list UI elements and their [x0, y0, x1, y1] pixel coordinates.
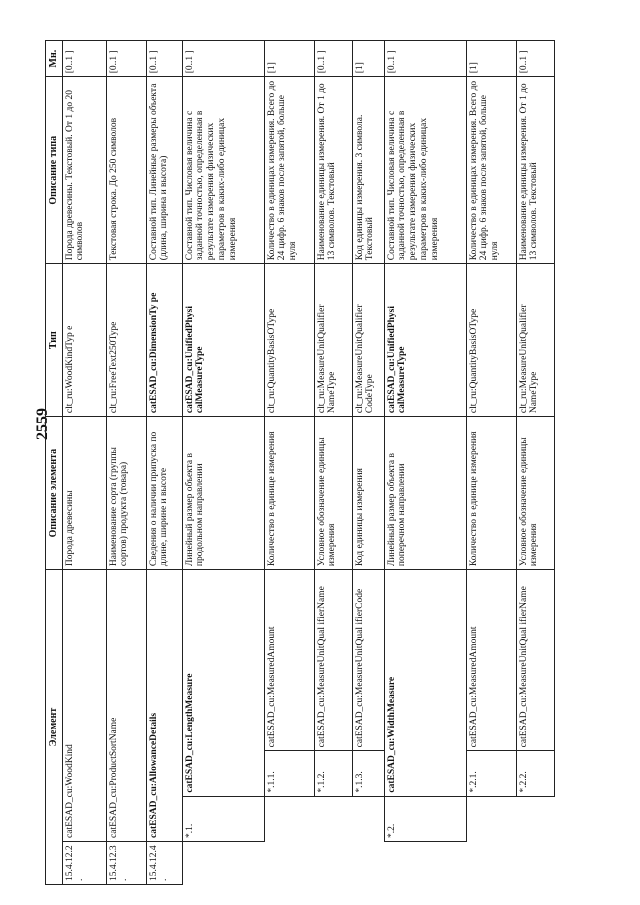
element-description: Линейный размер объекта в продольном направлении: [182, 417, 264, 570]
table-row: [352, 41, 384, 885]
element-description: Условное обозначение единицы измерения: [516, 417, 554, 570]
row-number: 15.4.12.3.: [106, 841, 146, 884]
header-element-desc: Описание элемента: [46, 417, 63, 570]
element-description: Сведения о наличии припуска по длине, ширине и высоте: [146, 417, 182, 570]
element-description: Линейный размер объекта в поперечном направлении: [384, 417, 466, 570]
row-number: *.2.2.: [516, 751, 554, 796]
multiplicity: [0..1 ]: [62, 41, 106, 77]
type-description: Составной тип. Числовая величина с заданной точностью, определенная в результате измерения физических параметров в каких-либо единицах измерения: [182, 77, 264, 264]
element-name: catESAD_cu:MeasureUnitQual ifierName: [314, 570, 352, 751]
element-name: catESAD_cu:LengthMeasure: [182, 570, 264, 797]
multiplicity: [0..1 ]: [384, 41, 466, 77]
multiplicity: [0..1 ]: [182, 41, 264, 77]
multiplicity: [0..1 ]: [314, 41, 352, 77]
type-name: clt_ru:QuantityBasisOType: [466, 264, 516, 417]
indent-cell: [352, 796, 384, 841]
element-description: Количество в единице измерения: [264, 417, 314, 570]
multiplicity: [0..1 ]: [516, 41, 554, 77]
element-table: [45, 40, 555, 885]
multiplicity: [1]: [264, 41, 314, 77]
type-name: catESAD_cu:UnifiedPhysi calMeasureType: [182, 264, 264, 417]
header-type-desc: Описание типа: [46, 77, 63, 264]
element-description: Код единицы измерения: [352, 417, 384, 570]
type-description: Наименование единицы измерения. От 1 до 13 символов. Текстовый: [516, 77, 554, 264]
type-name: clt_ru:QuantityBasisOType: [264, 264, 314, 417]
indent-cell: [466, 796, 516, 841]
type-description: Составной тип. Числовая величина с заданной точностью, определенная в результате измерения физических параметров в каких-либо единицах измерения: [384, 77, 466, 264]
row-number: *.1.3.: [352, 751, 384, 796]
header-multiplicity: Мн.: [46, 41, 63, 77]
row-number: 15.4.12.2.: [62, 841, 106, 884]
type-name: clt_ru:WoodKindTyp e: [62, 264, 106, 417]
indent-cell: [516, 841, 554, 884]
type-description: Текстовая строка. До 250 символов: [106, 77, 146, 264]
element-name: catESAD_cu:MeasuredAmount: [466, 570, 516, 751]
type-name: clt_ru:MeasureUnitQualifier CodeType: [352, 264, 384, 417]
indent-cell: [264, 796, 314, 841]
indent-cell: [384, 841, 466, 884]
multiplicity: [1]: [352, 41, 384, 77]
element-name: catESAD_cu:MeasuredAmount: [264, 570, 314, 751]
element-name: catESAD_cu:ProductSortName: [106, 570, 146, 842]
table-row: [62, 41, 106, 885]
row-number: *.1.: [182, 796, 264, 841]
type-description: Количество в единицах измерения. Всего до 24 цифр. 6 знаков после запятой, больше нуля: [264, 77, 314, 264]
multiplicity: [0..1 ]: [146, 41, 182, 77]
indent-cell: [314, 796, 352, 841]
header-type: Тип: [46, 264, 63, 417]
element-name: catESAD_cu:WidthMeasure: [384, 570, 466, 797]
multiplicity: [0..1 ]: [106, 41, 146, 77]
table-row: [146, 41, 182, 885]
row-number: 15.4.12.4.: [146, 841, 182, 884]
table-row: [314, 41, 352, 885]
element-description: Порода древесины: [62, 417, 106, 570]
indent-cell: [466, 841, 516, 884]
element-description: Наименование сорта (группы сортов) продукта (товара): [106, 417, 146, 570]
type-description: Код единицы измерения. 3 символа. Текстовый: [352, 77, 384, 264]
table-row: [466, 41, 516, 885]
table-row: [106, 41, 146, 885]
type-description: Порода древесины. Текстовый. От 1 до 20 символов: [62, 77, 106, 264]
element-description: Условное обозначение единицы измерения: [314, 417, 352, 570]
header-element: Элемент: [46, 570, 63, 885]
indent-cell: [314, 841, 352, 884]
table-row: [182, 41, 264, 885]
type-name: catESAD_cu:UnifiedPhysi calMeasureType: [384, 264, 466, 417]
element-name: catESAD_cu:MeasureUnitQual ifierCode: [352, 570, 384, 751]
type-description: Количество в единицах измерения. Всего до 24 цифр. 6 знаков после запятой, больше нуля: [466, 77, 516, 264]
indent-cell: [182, 841, 264, 884]
multiplicity: [1]: [466, 41, 516, 77]
type-description: Наименование единицы измерения. От 1 до 13 символов. Текстовый: [314, 77, 352, 264]
type-name: clt_ru:MeasureUnitQualifier NameType: [516, 264, 554, 417]
type-name: clt_ru:MeasureUnitQualifier NameType: [314, 264, 352, 417]
table-row: [384, 41, 466, 885]
table-header-row: [46, 41, 63, 885]
table-row: [264, 41, 314, 885]
row-number: *.2.: [384, 796, 466, 841]
element-name: catESAD_cu:MeasureUnitQual ifierName: [516, 570, 554, 751]
table-row: [516, 41, 554, 885]
rotated-table-wrapper: [45, 40, 580, 885]
indent-cell: [352, 841, 384, 884]
page-number: 2559: [34, 408, 51, 440]
element-description: Количество в единице измерения: [466, 417, 516, 570]
indent-cell: [264, 841, 314, 884]
element-name: catESAD_cu:AllowanceDetails: [146, 570, 182, 842]
type-name: clt_ru:FreeText250Type: [106, 264, 146, 417]
row-number: *.1.2.: [314, 751, 352, 796]
row-number: *.1.1.: [264, 751, 314, 796]
type-name: catESAD_cu:DimensionTy pe: [146, 264, 182, 417]
row-number: *.2.1.: [466, 751, 516, 796]
type-description: Составной тип. Линейные размеры объекта (длина, ширина и высота): [146, 77, 182, 264]
element-name: catESAD_cu:WoodKind: [62, 570, 106, 842]
indent-cell: [516, 796, 554, 841]
